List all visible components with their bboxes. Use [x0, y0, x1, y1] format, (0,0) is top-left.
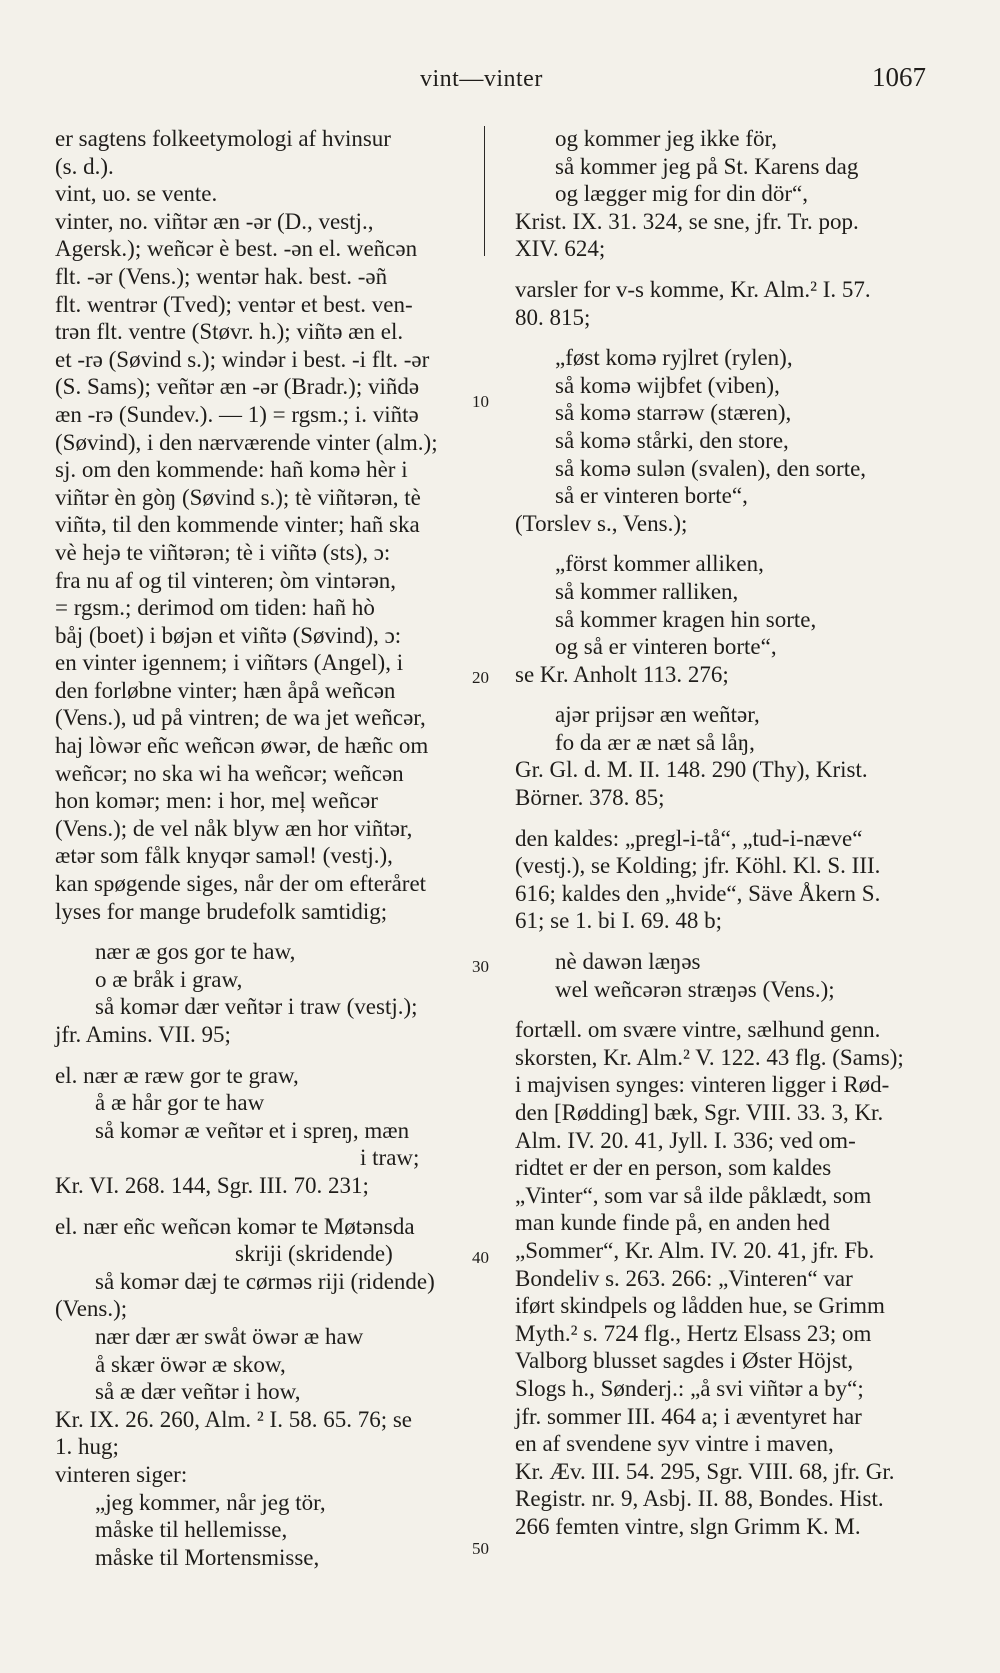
- page-number: 1067: [872, 62, 926, 92]
- text-line: „jeg kommer, når jeg tör,: [95, 1489, 326, 1515]
- text-line: så er vinteren borte“,: [555, 483, 748, 509]
- text-line: varsler for v-s komme, Kr. Alm.² I. 57.: [515, 276, 871, 302]
- text-line: å skær öwər æ skow,: [95, 1351, 286, 1377]
- text-line: XIV. 624;: [515, 236, 606, 262]
- text-line: jfr. sommer III. 464 a; i æventyret har: [515, 1403, 862, 1429]
- text-line: i traw;: [360, 1145, 420, 1171]
- paragraph-gap: [515, 1003, 945, 1016]
- paragraph-gap: [515, 537, 945, 550]
- text-line: jfr. Amins. VII. 95;: [55, 1022, 231, 1047]
- text-line: „føst komə ryjlret (rylen),: [555, 345, 793, 371]
- text-line: wel weñcərən stræŋəs (Vens.);: [555, 976, 835, 1002]
- text-line: vint, uo. se vente.: [55, 181, 218, 207]
- text-line: og lægger mig for din dör“,: [555, 181, 808, 207]
- text-line: (s. d.).: [55, 153, 114, 179]
- text-line: trən flt. ventre (Støvr. h.); viñtə æn el.: [55, 319, 404, 345]
- paragraph-gap: [515, 688, 945, 701]
- text-line: er sagtens folkeetymologi af hvinsur: [55, 126, 391, 151]
- text-line: så komər dær veñtər i traw (vestj.);: [95, 994, 418, 1020]
- text-line: Kr. VI. 268. 144, Sgr. III. 70. 231;: [55, 1172, 369, 1198]
- text-line: viñtə, til den kommende vinter; hañ ska: [55, 512, 420, 538]
- text-line: så kommer jeg på St. Karens dag: [555, 153, 859, 179]
- text-line: (Søvind), i den nærværende vinter (alm.);: [55, 429, 438, 455]
- text-line: se Kr. Anholt 113. 276;: [515, 661, 729, 687]
- line-number: 50: [472, 1539, 489, 1558]
- text-line: den [Rødding] bæk, Sgr. VIII. 33. 3, Kr.: [515, 1100, 884, 1125]
- text-line: = rgsm.; derimod om tiden: hañ hò: [55, 595, 375, 621]
- paragraph-gap: [515, 935, 945, 948]
- paragraph-gap: [515, 812, 945, 825]
- text-line: 61; se 1. bi I. 69. 48 b;: [515, 908, 722, 934]
- paragraph-gap: [55, 1049, 485, 1062]
- column-divider: [484, 126, 485, 256]
- running-head: vint—vinter: [420, 66, 543, 92]
- text-line: Börner. 378. 85;: [515, 785, 665, 811]
- text-line: en vinter igennem; i viñtərs (Angel), i: [55, 650, 404, 676]
- text-line: så kommer ralliken,: [555, 578, 739, 604]
- text-line: den kaldes: „pregl-i-tå“, „tud-i-næve“: [515, 825, 863, 851]
- text-line: fra nu af og til vinteren; òm vintərən,: [55, 567, 397, 593]
- line-number: 30: [472, 957, 489, 976]
- text-line: Kr. IX. 26. 260, Alm. ² I. 58. 65. 76; se: [55, 1406, 412, 1432]
- text-line: båj (boet) i bøjən et viñtə (Søvind), ɔ:: [55, 622, 402, 648]
- text-line: fortæll. om svære vintre, sælhund genn.: [515, 1017, 881, 1043]
- text-line: ajər prijsər æn weñtər,: [555, 702, 760, 728]
- text-line: viñtər èn gòŋ (Søvind s.); tè viñtərən, tè: [55, 484, 421, 510]
- text-line: Bondeliv s. 263. 266: „Vinteren“ var: [515, 1265, 853, 1291]
- text-line: 80. 815;: [515, 304, 591, 330]
- text-line: el. nær æ ræw gor te graw,: [55, 1062, 299, 1088]
- text-line: så komər æ veñtər et i spreŋ, mæn: [95, 1117, 410, 1143]
- text-line: man kunde finde på, en anden hed: [515, 1210, 830, 1236]
- text-line: „först kommer alliken,: [555, 551, 764, 577]
- text-line: så komə sulən (svalen), den sorte,: [555, 455, 867, 481]
- text-line: nær æ gos gor te haw,: [95, 939, 296, 965]
- text-line: Kr. Æv. III. 54. 295, Sgr. VIII. 68, jfr. Gr.: [515, 1458, 895, 1484]
- text-line: fo da ær æ næt så låŋ,: [555, 729, 755, 755]
- text-line: (vestj.), se Kolding; jfr. Köhl. Kl. S. III.: [515, 853, 881, 879]
- text-line: i majvisen synges: vinteren ligger i Rød-: [515, 1072, 890, 1098]
- text-line: vè hejə te viñtərən; tè i viñtə (sts), ɔ:: [55, 539, 391, 565]
- text-line: (S. Sams); veñtər æn -ər (Bradr.); viñdə: [55, 374, 420, 400]
- text-line: så komər dæj te cørməs riji (ridende): [95, 1268, 435, 1294]
- line-number: 20: [472, 668, 489, 687]
- text-line: o æ bråk i graw,: [95, 966, 243, 992]
- text-line: skriji (skridende): [235, 1241, 393, 1267]
- text-line: den forløbne vinter; hæn åpå weñcən: [55, 677, 396, 703]
- text-line: kan spøgende siges, når der om efteråret: [55, 871, 427, 897]
- left-column: [55, 125, 485, 1571]
- text-line: så kommer kragen hin sorte,: [555, 606, 817, 632]
- text-line: så komə stårki, den store,: [555, 427, 789, 453]
- paragraph-gap: [515, 331, 945, 344]
- text-line: så komə wijbfet (viben),: [555, 372, 780, 398]
- text-line: 616; kaldes den „hvide“, Säve Åkern S.: [515, 880, 881, 906]
- text-line: (Vens.), ud på vintren; de wa jet weñcər,: [55, 705, 426, 731]
- text-line: flt. -ər (Vens.); wentər hak. best. -əñ: [55, 263, 388, 289]
- text-line: vinteren siger:: [55, 1461, 188, 1487]
- text-line: „Vinter“, som var så ilde påklædt, som: [515, 1182, 872, 1208]
- text-line: Alm. IV. 20. 41, Jyll. I. 336; ved om-: [515, 1127, 856, 1153]
- text-line: nè dawən læŋəs: [555, 949, 701, 975]
- text-line: vinter, no. viñtər æn -ər (D., vestj.,: [55, 208, 374, 234]
- text-line: Krist. IX. 31. 324, se sne, jfr. Tr. pop.: [515, 208, 859, 234]
- paragraph-gap: [55, 925, 485, 938]
- text-line: Valborg blusset sagdes i Øster Höjst,: [515, 1348, 854, 1374]
- text-line: lyses for mange brudefolk samtidig;: [55, 898, 388, 924]
- text-line: så komə starrəw (stæren),: [555, 400, 792, 426]
- text-line: weñcər; no ska wi ha weñcər; weñcən: [55, 760, 404, 786]
- text-line: måske til hellemisse,: [95, 1517, 288, 1543]
- text-line: æn -rə (Sundev.). — 1) = rgsm.; i. viñtə: [55, 401, 419, 427]
- text-line: (Vens.);: [55, 1296, 128, 1322]
- text-line: Slogs h., Sønderj.: „å svi viñtər a by“;: [515, 1375, 864, 1401]
- text-line: Agersk.); weñcər è best. -ən el. weñcən: [55, 236, 418, 262]
- text-line: nær dær ær swåt öwər æ haw: [95, 1323, 364, 1349]
- text-line: skorsten, Kr. Alm.² V. 122. 43 flg. (Sams);: [515, 1044, 904, 1070]
- text-line: flt. wentrər (Tved); ventər et best. ven-: [55, 291, 413, 317]
- paragraph-gap: [55, 1200, 485, 1213]
- text-line: og så er vinteren borte“,: [555, 634, 777, 660]
- text-line: og kommer jeg ikke för,: [555, 126, 777, 151]
- text-line: (Vens.); de vel nåk blyw æn hor viñtər,: [55, 815, 413, 841]
- text-line: (Torslev s., Vens.);: [515, 510, 688, 536]
- text-line: Registr. nr. 9, Asbj. II. 88, Bondes. Hist.: [515, 1486, 884, 1512]
- text-line: Gr. Gl. d. M. II. 148. 290 (Thy), Krist.: [515, 757, 868, 783]
- text-line: en af svendene syv vintre i maven,: [515, 1431, 834, 1457]
- text-line: Myth.² s. 724 flg., Hertz Elsass 23; om: [515, 1320, 872, 1346]
- text-line: hon komər; men: i hor, meļ weñcər: [55, 788, 378, 814]
- text-line: 266 femten vintre, slgn Grimm K. M.: [515, 1513, 861, 1539]
- text-line: ætər som fålk knyqər saməl! (vestj.),: [55, 843, 393, 869]
- line-number: 10: [472, 392, 489, 411]
- text-line: haj lòwər eñc weñcən øwər, de hæñc om: [55, 733, 429, 759]
- text-line: måske til Mortensmisse,: [95, 1544, 320, 1570]
- text-line: sj. om den kommende: hañ komə hèr i: [55, 457, 408, 483]
- right-column: [515, 125, 945, 1541]
- text-line: å æ hår gor te haw: [95, 1090, 265, 1116]
- page-header: [0, 58, 1000, 98]
- paragraph-gap: [515, 263, 945, 276]
- text-line: så æ dær veñtər i how,: [95, 1379, 301, 1405]
- text-line: et -rə (Søvind s.); windər i best. -i flt. -ər: [55, 346, 430, 372]
- text-line: 1. hug;: [55, 1434, 119, 1460]
- text-line: iført skindpels og lådden hue, se Grimm: [515, 1293, 885, 1319]
- line-number: 40: [472, 1248, 489, 1267]
- text-line: el. nær eñc weñcən komər te Møtənsda: [55, 1213, 415, 1239]
- text-line: „Sommer“, Kr. Alm. IV. 20. 41, jfr. Fb.: [515, 1237, 875, 1263]
- text-line: ridtet er der en person, som kaldes: [515, 1155, 832, 1181]
